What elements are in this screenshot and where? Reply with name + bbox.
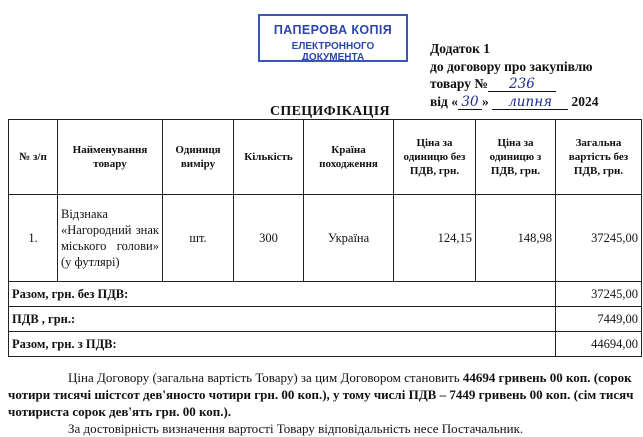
total-with-vat-value: 44694,00 [556, 332, 642, 357]
date-quote-close: » [482, 93, 489, 109]
row-country: Україна [304, 195, 394, 282]
stamp-line-1: ПАПЕРОВА КОПІЯ [273, 23, 393, 37]
total-no-vat-row [9, 282, 642, 307]
table-row [9, 195, 642, 282]
header-price-vat: Ціна за одиницю з ПДВ, грн. [476, 120, 556, 195]
header-number: № з/п [9, 120, 58, 195]
row-price-no-vat: 124,15 [394, 195, 476, 282]
header-total: Загальна вартість без ПДВ, грн. [556, 120, 642, 195]
contract-number-line [430, 75, 599, 93]
contract-year: 2024 [571, 93, 599, 109]
addendum-header [430, 40, 599, 110]
contract-number-label: товару № [430, 76, 488, 91]
row-price-vat: 148,98 [476, 195, 556, 282]
vat-row [9, 307, 642, 332]
specification-table [8, 119, 642, 357]
total-with-vat-label: Разом, грн. з ПДВ: [9, 332, 556, 357]
price-statement [8, 369, 641, 420]
addendum-title: Додаток 1 [430, 41, 490, 56]
addendum-subtitle: до договору про закупівлю [430, 58, 593, 74]
contract-price-paragraph [8, 369, 641, 437]
contract-number: 236 [488, 78, 556, 92]
stamp-line-2: ЕЛЕКТРОННОГО ДОКУМЕНТА [291, 41, 375, 63]
row-item-name: Відзнака «Нагородний знак міського голови» (у футлярі) [58, 195, 163, 282]
row-number: 1. [9, 195, 58, 282]
total-no-vat-label: Разом, грн. без ПДВ: [9, 282, 556, 307]
vat-label: ПДВ , грн.: [9, 307, 556, 332]
header-quantity: Кількість [234, 120, 304, 195]
table-header-row [9, 120, 642, 195]
date-prefix: від « [430, 93, 458, 109]
contract-day: 30 [458, 96, 482, 110]
vat-value: 7449,00 [556, 307, 642, 332]
header-name: Найменування товару [58, 120, 163, 195]
price-statement-intro: Ціна Договору (загальна вартість Товару) за цим Договором становить [68, 370, 463, 385]
responsibility-statement: За достовірність визначення вартості Товару відповідальність несе Постачальник. [68, 421, 524, 436]
row-total: 37245,00 [556, 195, 642, 282]
specification-title: СПЕЦИФІКАЦІЯ [270, 104, 390, 119]
header-price-no-vat: Ціна за одиницю без ПДВ, грн. [394, 120, 476, 195]
contract-month: липня [492, 96, 568, 110]
row-quantity: 300 [234, 195, 304, 282]
paper-copy-stamp [258, 14, 408, 62]
total-no-vat-value: 37245,00 [556, 282, 642, 307]
price-statement-amount: 44694 гривень 00 коп. (сорок чотири тисячі шістсот дев'яносто чотири грн. 00 коп.), у тому числі ПДВ – 7449 гривень 00 коп. (сім тисяч чотириста сорок дев'ять грн. 00 коп.). [8, 370, 634, 419]
header-unit: Одиниця виміру [163, 120, 234, 195]
total-with-vat-row [9, 332, 642, 357]
header-country: Країна походження [304, 120, 394, 195]
contract-date-line [430, 93, 599, 111]
row-unit: шт. [163, 195, 234, 282]
